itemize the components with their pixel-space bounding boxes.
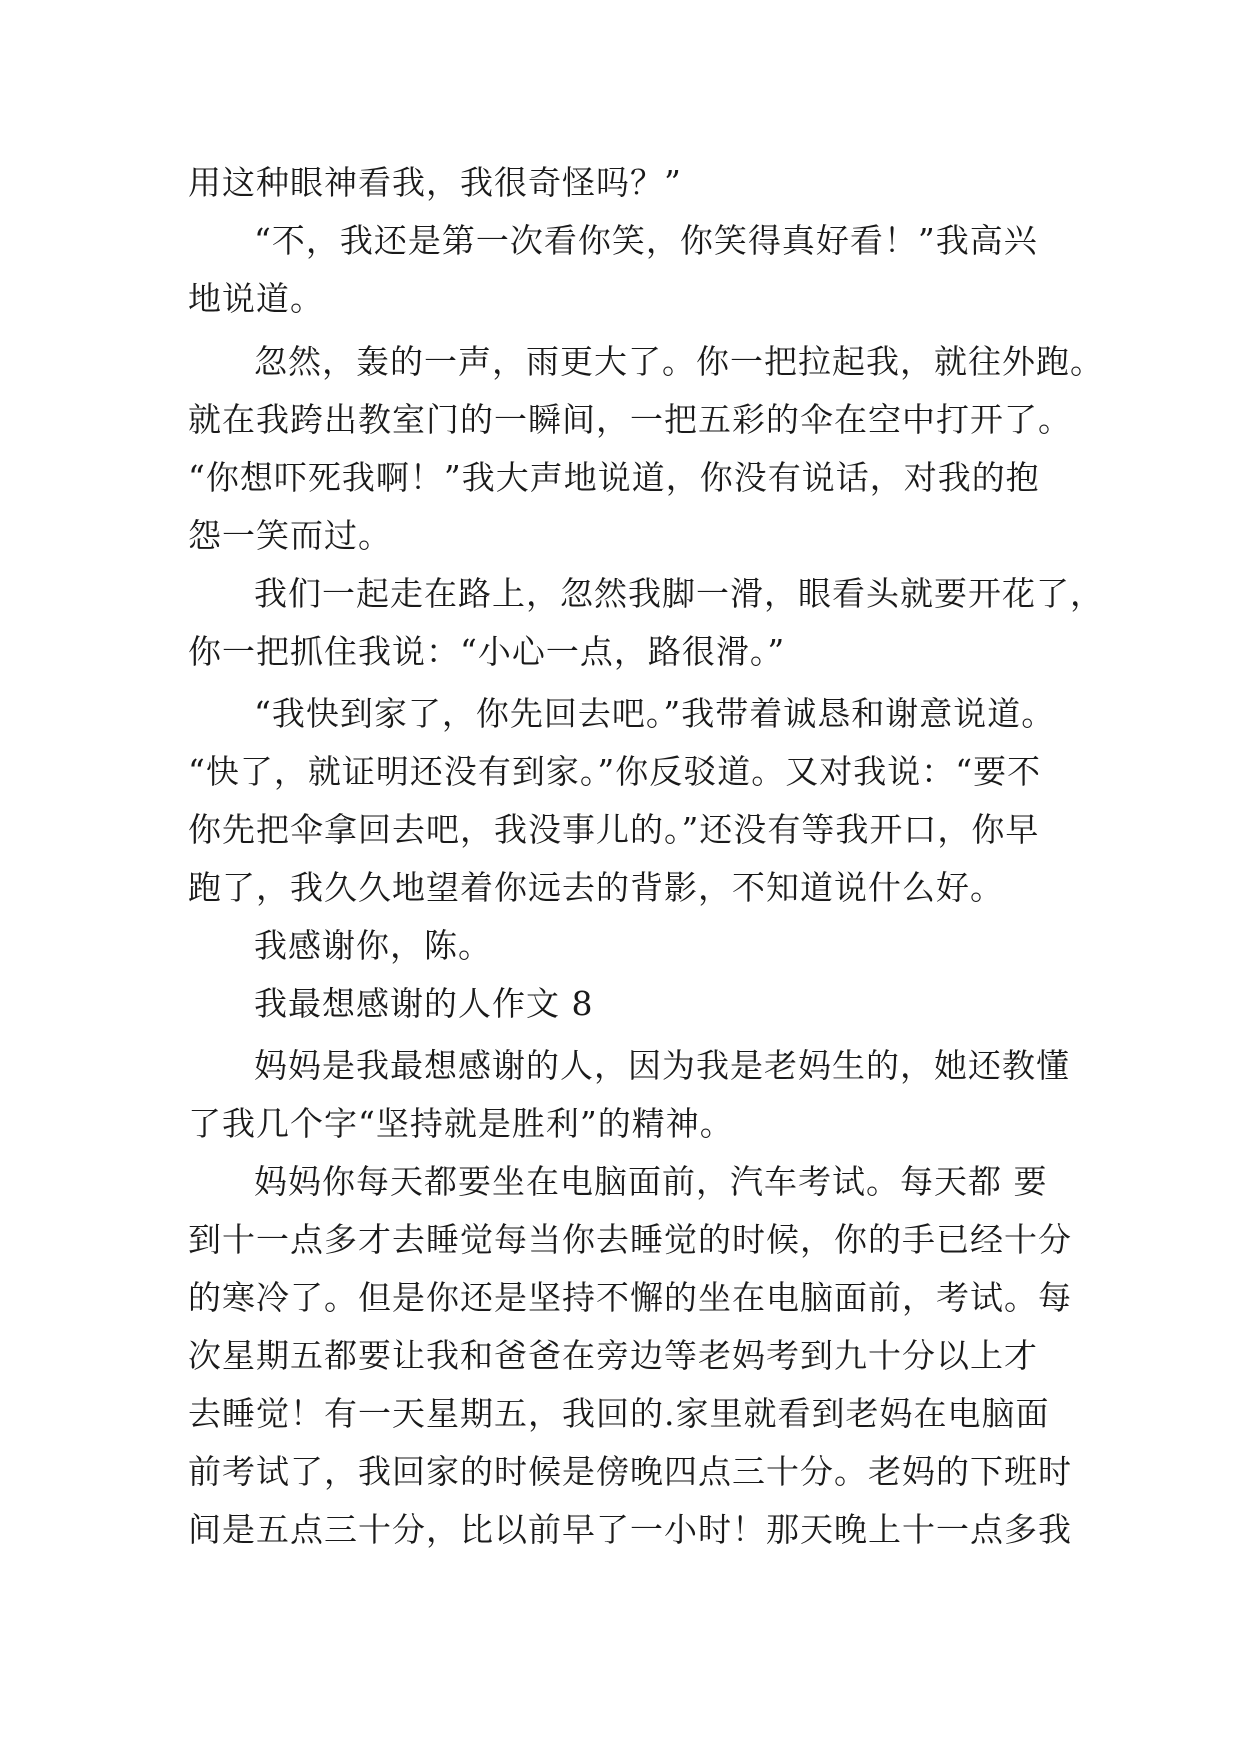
text-line: 前考试了，我回家的时候是傍晚四点三十分。老妈的下班时 <box>188 1452 1072 1491</box>
text-line: 我们一起走在路上，忽然我脚一滑，眼看头就要开花了， <box>254 574 1104 613</box>
text-line: 的寒冷了。但是你还是坚持不懈的坐在电脑面前，考试。每 <box>188 1278 1072 1317</box>
text-line: 妈妈是我最想感谢的人，因为我是老妈生的，她还教懂 <box>254 1046 1070 1085</box>
text-line: 次星期五都要让我和爸爸在旁边等老妈考到九十分以上才 <box>188 1336 1038 1375</box>
text-line: 用这种眼神看我，我很奇怪吗？” <box>188 163 682 202</box>
text-line: “快了，就证明还没有到家。”你反驳道。又对我说：“要不 <box>188 752 1042 791</box>
text-line: 地说道。 <box>188 279 324 318</box>
text-line: 间是五点三十分，比以前早了一小时！那天晚上十一点多我 <box>188 1510 1072 1549</box>
text-line: 跑了，我久久地望着你远去的背影，不知道说什么好。 <box>188 868 1004 907</box>
text-line: 妈妈你每天都要坐在电脑面前，汽车考试。每天都 要 <box>254 1162 1048 1201</box>
text-line: 你先把伞拿回去吧，我没事儿的。”还没有等我开口，你早 <box>188 810 1040 849</box>
text-line: “你想吓死我啊！”我大声地说道，你没有说话，对我的抱 <box>188 458 1040 497</box>
text-line: 怨一笑而过。 <box>188 516 392 555</box>
text-line: 我感谢你，陈。 <box>254 926 492 965</box>
text-line: 去睡觉！有一天星期五，我回的.家里就看到老妈在电脑面 <box>188 1394 1050 1433</box>
text-line: 你一把抓住我说：“小心一点，路很滑。” <box>188 632 786 671</box>
text-line: “我快到家了，你先回去吧。”我带着诚恳和谢意说道。 <box>254 694 1056 733</box>
text-line: 忽然，轰的一声，雨更大了。你一把拉起我，就往外跑。 <box>254 342 1104 381</box>
section-heading: 我最想感谢的人作文 8 <box>254 984 594 1023</box>
text-line: “不，我还是第一次看你笑，你笑得真好看！”我高兴 <box>254 221 1038 260</box>
text-line: 了我几个字“坚持就是胜利”的精神。 <box>188 1104 734 1143</box>
text-line: 就在我跨出教室门的一瞬间，一把五彩的伞在空中打开了。 <box>188 400 1072 439</box>
text-line: 到十一点多才去睡觉每当你去睡觉的时候，你的手已经十分 <box>188 1220 1072 1259</box>
